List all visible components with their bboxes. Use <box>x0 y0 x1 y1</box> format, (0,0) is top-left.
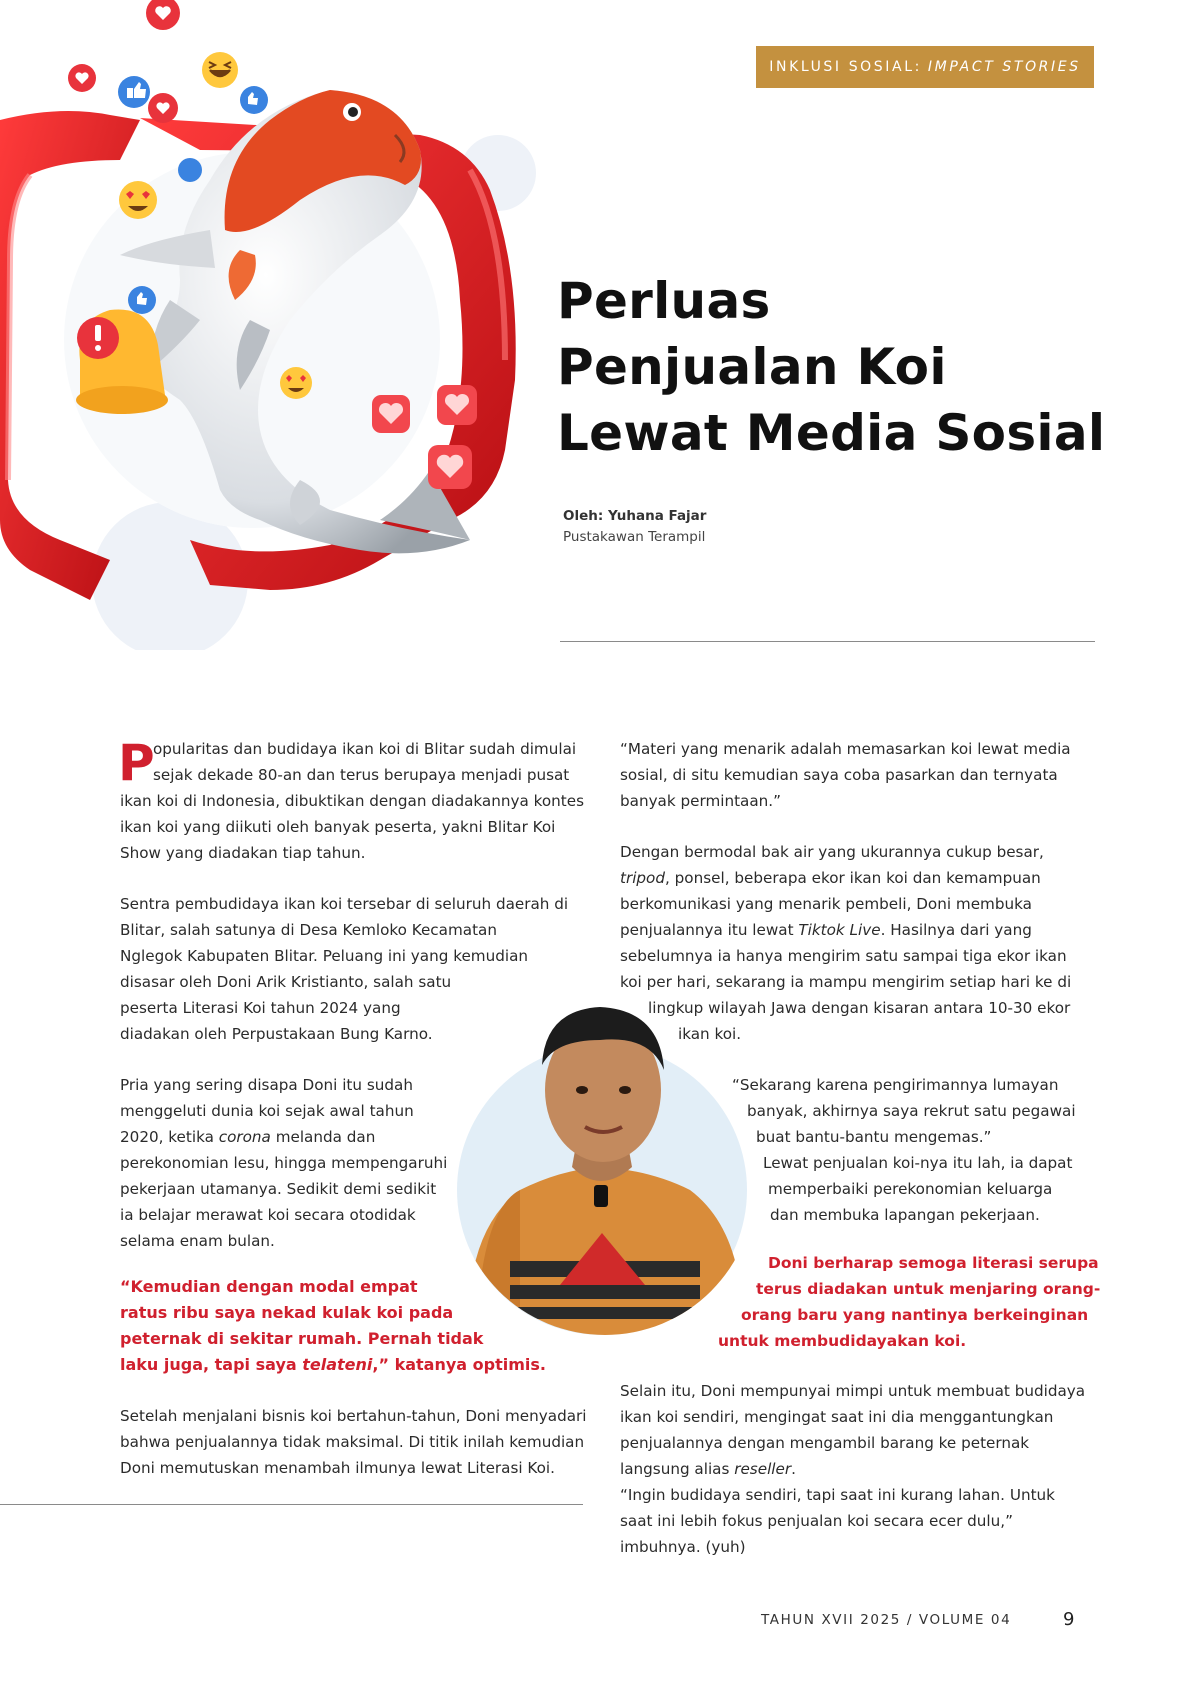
left-text-line: Blitar, salah satunya di Desa Kemloko Kecamatan <box>120 921 497 939</box>
page-number: 9 <box>1063 1609 1075 1630</box>
divider <box>560 641 1095 642</box>
right-text-line: saat ini lebih fokus penjualan koi secara ecer dulu,” <box>620 1512 1013 1530</box>
right-text-line: ikan koi sendiri, mengingat saat ini dia menggantungkan <box>620 1408 1054 1426</box>
right-text-line: penjualannya itu lewat Tiktok Live. Hasilnya dari yang <box>620 921 1032 939</box>
article-title-line: Penjualan Koi <box>557 338 947 396</box>
pull-quote-line: laku juga, tapi saya telateni,” katanya optimis. <box>120 1355 546 1374</box>
right-text-line: memperbaiki perekonomian keluarga <box>768 1180 1053 1198</box>
emoji-icon <box>280 367 312 399</box>
left-text-line: pekerjaan utamanya. Sedikit demi sedikit <box>120 1180 437 1198</box>
left-text-line: sejak dekade 80-an dan terus berupaya menjadi pusat <box>153 766 570 784</box>
right-text-line: dan membuka lapangan pekerjaan. <box>770 1206 1040 1224</box>
heart-icon <box>146 0 180 30</box>
right-text-line: banyak permintaan.” <box>620 792 781 810</box>
byline-author: Oleh: Yuhana Fajar <box>563 508 707 524</box>
emoji-icon <box>119 181 157 219</box>
left-text-line: ikan koi yang diikuti oleh banyak peserta, yakni Blitar Koi <box>120 818 556 836</box>
section-label: INKLUSI SOSIAL: <box>769 59 922 75</box>
pull-quote-line: terus diadakan untuk menjaring orang- <box>756 1280 1101 1298</box>
left-text-line: ia belajar merawat koi secara otodidak <box>120 1206 416 1224</box>
section-label-italic: IMPACT STORIES <box>927 59 1081 75</box>
like-icon <box>178 158 202 182</box>
heart-icon <box>148 93 178 123</box>
left-text-line: diadakan oleh Perpustakaan Bung Karno. <box>120 1025 433 1043</box>
left-text-line: Pria yang sering disapa Doni itu sudah <box>120 1076 413 1094</box>
drop-cap: P <box>118 734 155 792</box>
right-text-line: Dengan bermodal bak air yang ukurannya cukup besar, <box>620 843 1044 861</box>
right-text-line: lingkup wilayah Jawa dengan kisaran antara 10-30 ekor <box>648 999 1071 1017</box>
right-text-line: tripod, ponsel, beberapa ekor ikan koi dan kemampuan <box>620 869 1041 887</box>
right-text-line: “Materi yang menarik adalah memasarkan koi lewat media <box>620 740 1071 758</box>
right-text-line: berkomunikasi yang menarik pembeli, Doni membuka <box>620 895 1032 913</box>
pull-quote-line: peternak di sekitar rumah. Pernah tidak <box>120 1329 484 1348</box>
heart-icon <box>68 64 96 92</box>
right-text-line: banyak, akhirnya saya rekrut satu pegawai <box>747 1102 1076 1120</box>
left-text-line: 2020, ketika corona melanda dan <box>120 1128 376 1146</box>
pull-quote-line: untuk membudidayakan koi. <box>718 1332 967 1350</box>
left-text-line: Setelah menjalani bisnis koi bertahun-tahun, Doni menyadari <box>120 1407 587 1425</box>
left-text-line: peserta Literasi Koi tahun 2024 yang <box>120 999 401 1017</box>
section-tag <box>756 46 1094 88</box>
right-text-line: ikan koi. <box>678 1025 742 1043</box>
heart-icon <box>437 385 477 425</box>
left-text-line: Doni memutuskan menambah ilmunya lewat Literasi Koi. <box>120 1459 555 1477</box>
left-text-line: Show yang diadakan tiap tahun. <box>120 844 366 862</box>
left-text-line: Sentra pembudidaya ikan koi tersebar di seluruh daerah di <box>120 895 569 913</box>
heart-icon <box>428 445 472 489</box>
left-text-line: ikan koi di Indonesia, dibuktikan dengan diadakannya kontes <box>120 792 584 810</box>
right-text-line: penjualannya dengan mengambil barang ke peternak <box>620 1434 1030 1452</box>
pull-quote-line: ratus ribu saya nekad kulak koi pada <box>120 1303 454 1322</box>
right-text-line: koi per hari, sekarang ia mampu mengirim setiap hari ke di <box>620 973 1072 991</box>
hero-illustration <box>0 0 560 650</box>
italic-term: reseller <box>734 1460 792 1478</box>
italic-term: tripod <box>620 869 665 887</box>
left-text-line: menggeluti dunia koi sejak awal tahun <box>120 1102 414 1120</box>
pull-quote-line: Doni berharap semoga literasi serupa <box>768 1254 1099 1272</box>
left-text-line: bahwa penjualannya tidak maksimal. Di titik inilah kemudian <box>120 1433 585 1451</box>
left-text-line: perekonomian lesu, hingga mempengaruhi <box>120 1154 448 1172</box>
pull-quote-line: “Kemudian dengan modal empat <box>120 1277 418 1296</box>
right-text-line: langsung alias reseller. <box>620 1460 796 1478</box>
footer-volume: TAHUN XVII 2025 / VOLUME 04 <box>761 1612 1012 1628</box>
like-icon <box>240 86 268 114</box>
byline-role: Pustakawan Terampil <box>563 529 706 545</box>
right-text-line: sosial, di situ kemudian saya coba pasarkan dan ternyata <box>620 766 1058 784</box>
right-text-line: Selain itu, Doni mempunyai mimpi untuk membuat budidaya <box>620 1382 1086 1400</box>
divider <box>0 1504 583 1505</box>
right-text-line: buat bantu-bantu mengemas.” <box>756 1128 992 1146</box>
heart-icon <box>372 395 410 433</box>
right-text-line: imbuhnya. (yuh) <box>620 1538 746 1556</box>
left-text-line: disasar oleh Doni Arik Kristianto, salah satu <box>120 973 452 991</box>
article-title-line: Lewat Media Sosial <box>557 404 1106 462</box>
left-text-line: selama enam bulan. <box>120 1232 275 1250</box>
italic-term: Tiktok Live <box>798 921 881 939</box>
like-icon <box>118 76 150 108</box>
right-text-line: “Sekarang karena pengirimannya lumayan <box>732 1076 1059 1094</box>
italic-term: corona <box>218 1128 271 1146</box>
like-icon <box>128 286 156 314</box>
pull-quote-line: orang baru yang nantinya berkeinginan <box>741 1306 1089 1324</box>
emoji-icon <box>202 52 238 88</box>
article-title-line: Perluas <box>557 272 771 330</box>
left-text-line: opularitas dan budidaya ikan koi di Blitar sudah dimulai <box>153 740 577 758</box>
left-text-line: Nglegok Kabupaten Blitar. Peluang ini yang kemudian <box>120 947 529 965</box>
right-text-line: sebelumnya ia hanya mengirim satu sampai tiga ekor ikan <box>620 947 1067 965</box>
right-text-line: Lewat penjualan koi-nya itu lah, ia dapat <box>763 1154 1073 1172</box>
italic-term: telateni <box>302 1355 373 1374</box>
right-text-line: “Ingin budidaya sendiri, tapi saat ini kurang lahan. Untuk <box>620 1486 1055 1504</box>
